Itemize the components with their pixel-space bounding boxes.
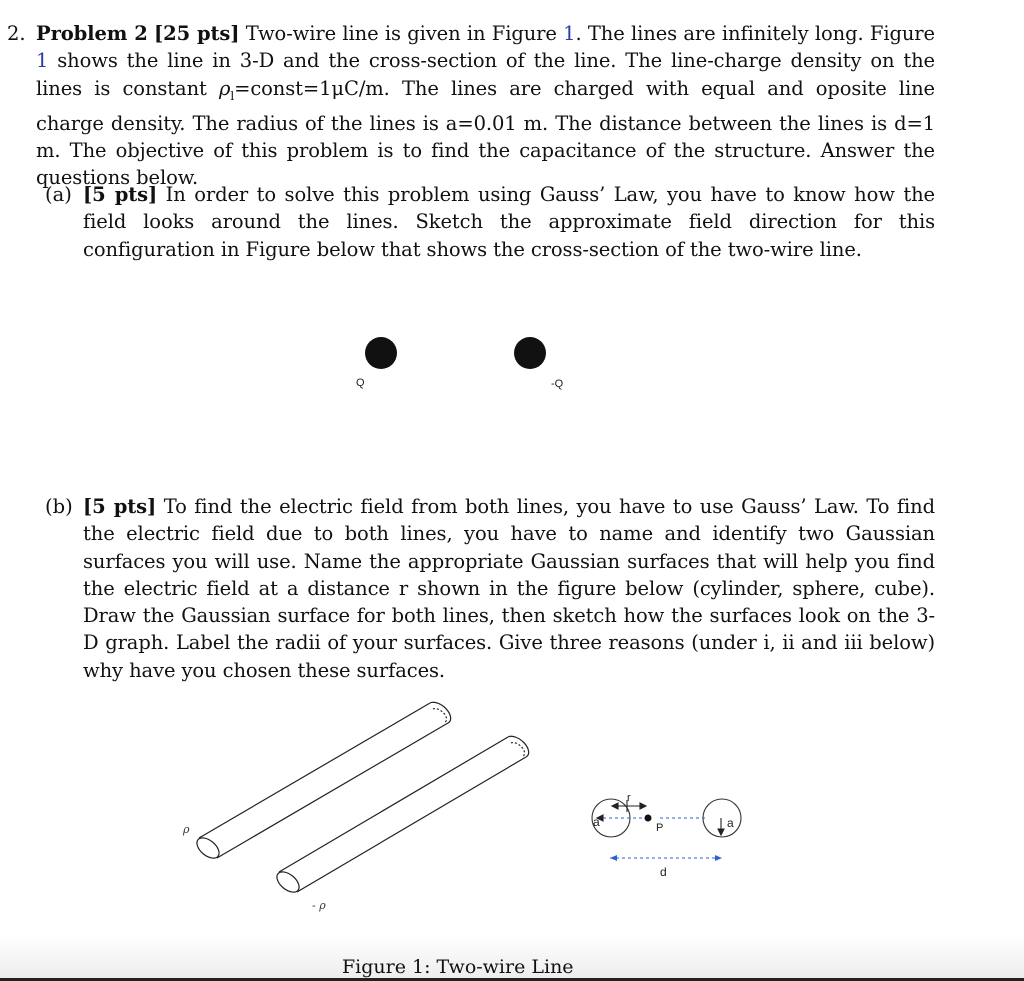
point-p-dot — [645, 815, 652, 822]
problem-text-1: Two-wire line is given in Figure — [245, 22, 557, 45]
part-b-tag: (b) — [45, 495, 73, 518]
rho-symbol: ρ — [218, 76, 231, 100]
problem-points: [25 pts] — [154, 22, 240, 45]
problem-number: 2. — [7, 22, 26, 45]
label-a-right: a — [727, 816, 734, 830]
part-a-tag: (a) — [45, 183, 72, 206]
problem-text-3: shows the line in 3-D and the cross-section of the line. The line-charge density on the lines is constant — [36, 49, 935, 100]
rho-label-positive: ρ — [183, 823, 190, 836]
d-arrow-right — [715, 855, 722, 861]
r-arrow-right — [640, 803, 646, 809]
part-a-points: [5 pts] — [83, 183, 158, 206]
problem-text-4: =const=1μC/m. The lines are charged with equal and oposite line charge density. The radius of the lines is a=0.01 m. The distance between the lines is d=1 m. The objective of this problem is to find the capacitance of the structure. Answer the questions below. — [36, 76, 935, 190]
part-b-text: To find the electric field from both lines, you have to use Gauss’ Law. To find the electric field due to both lines, you have to name and identify two Gaussian surfaces you will use. Name the appropriate Gaussian surfaces that will help you find the electric field at a distance r shown in the figure below (cylinder, sphere, cube). Draw the Gaussian surface for both lines, then sketch how the surfaces look on the 3-D graph. Label the radii of your surfaces. Give three reasons (under i, ii and iii below) why have you chosen these surfaces. — [83, 495, 936, 682]
problem-text-2: . The lines are infinitely long. Figure — [575, 22, 935, 45]
a-arrow-right — [718, 829, 724, 835]
label-a-left: a — [593, 815, 600, 829]
label-p: P — [656, 822, 664, 834]
part-a-text: In order to solve this problem using Gauss’ Law, you have to know how the field looks around the lines. Sketch the approximate field direction for this configuration in Figure below that shows the cross-section of the two-wire line. — [83, 183, 935, 261]
problem-title: Problem 2 — [36, 22, 148, 45]
rho-label-negative: - ρ — [312, 899, 326, 912]
part-b-points: [5 pts] — [83, 495, 157, 518]
d-arrow-left — [610, 855, 617, 861]
rho-subscript: l — [230, 88, 235, 103]
label-d: d — [660, 865, 667, 879]
label-r: r — [627, 792, 631, 804]
label-minus-q: -Q — [551, 378, 564, 390]
label-q: Q — [356, 377, 365, 389]
figure-caption: Figure 1: Two-wire Line — [342, 956, 574, 978]
r-arrow-left — [612, 803, 618, 809]
figure-reference-2[interactable]: 1 — [36, 49, 49, 73]
figure-reference-1[interactable]: 1 — [563, 22, 576, 45]
